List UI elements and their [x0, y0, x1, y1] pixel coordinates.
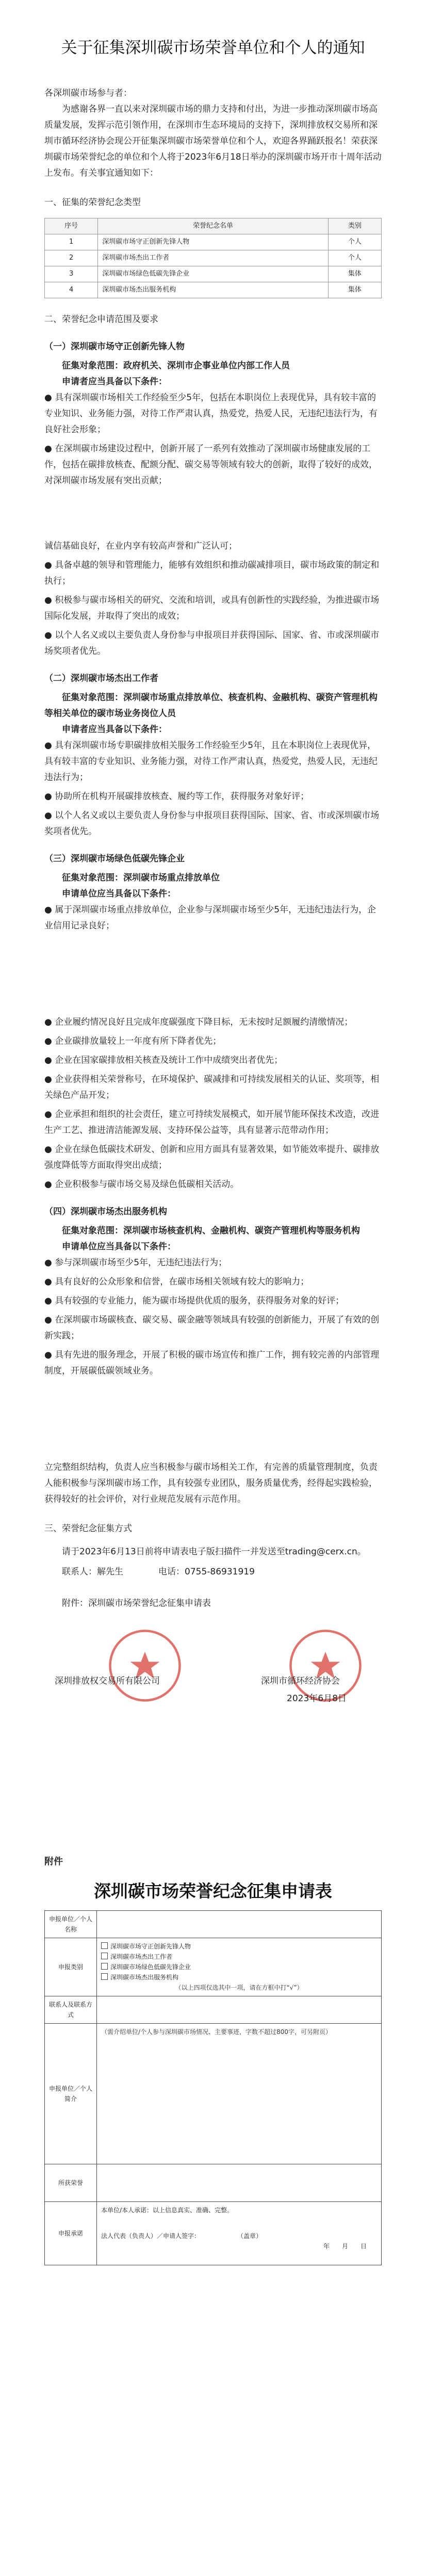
list-item: ● 企业履约情况良好且完成年度碳强度下降目标，无未按时足额履约清缴情况；: [44, 1017, 353, 1027]
salutation: 各深圳碳市场参与者：: [44, 88, 132, 98]
table-cell: 深圳碳市场杰出工作者: [98, 250, 328, 266]
table-cell: 深圳碳市场杰出服务机构: [98, 282, 328, 298]
table-row: [45, 1996, 382, 2024]
list-item: ● 协助所在机构开展碳排放核查、履约等工作，获得服务对象好评；: [44, 791, 309, 802]
section-1-heading: 一、征集的荣誉纪念类型: [44, 197, 141, 208]
intro-field[interactable]: （需介绍单位/个人参与深圳碳市场情况、主要事迹，字数不超过800字，可另附页）: [97, 2024, 382, 2164]
table-row: [45, 234, 382, 250]
submission-method: 请于2023年6月13日前将申请表电子版扫描件一并发送至trading@cerx.cn。: [62, 1547, 366, 1557]
table-row: [45, 2164, 382, 2202]
category-options: [97, 1938, 382, 1996]
table-cell: 3: [45, 266, 98, 282]
field-label: 申报单位／个人名称: [45, 1911, 97, 1938]
field-label: 所获荣誉: [45, 2164, 97, 2202]
requirement-heading: 申请者应当具备以下条件：: [62, 377, 167, 387]
signature-date: 2023年6月8日: [287, 1693, 347, 1704]
table-cell: 2: [45, 250, 98, 266]
honor-category-table: [44, 218, 382, 298]
option-row[interactable]: 深圳碳市场杰出工作者: [101, 1952, 377, 1962]
table-row: [45, 2202, 382, 2265]
table-header: 序号: [45, 218, 98, 234]
list-item: ● 具有先进的服务理念，开展了积极的碳市场宣传和推广工作，拥有较完善的内部管理制度，开展碳低碳领域业务。: [44, 1350, 380, 1376]
section-3-heading: 三、荣誉纪念征集方式: [44, 1523, 132, 1534]
field-label: 申报承诺: [45, 2202, 97, 2265]
list-item: ● 以个人名义或以主要负责人身份参与申报项目并获得国际、国家、省、市或深圳碳市场奖项者优先。: [44, 630, 380, 656]
list-item: ● 企业积极参与碳市场交易及绿色低碳相关活动。: [44, 1179, 239, 1190]
intro-paragraph: 为感谢各界一直以来对深圳碳市场的鼎力支持和付出，为进一步推动深圳碳市场高质量发展，发挥示范引领作用，在深圳市生态环境局的支持下，深圳排放权交易所和深圳市循环经济协会现公开征集深圳碳市场荣誉单位和个人，欢迎各界踊跃报名！荣获深圳碳市场荣誉纪念的单位和个人将于2023年6月18日举办的深圳碳市场开市十周年活动上发布。有关事宜通知如下：: [44, 104, 382, 178]
table-header: 荣誉纪念名单: [98, 218, 328, 234]
contact-line: 联系人：解先生 电话：0755-86931919: [62, 1567, 255, 1577]
scope-text: 征集对象范围：深圳碳市场重点排放单位、核查机构、金融机构、碳资产管理机构等相关单位的碳市场业务岗位人员: [44, 692, 378, 719]
table-row: [45, 1938, 382, 1996]
subsection-heading: （四）深圳碳市场杰出服务机构: [44, 1207, 167, 1217]
application-form-title: 深圳碳市场荣誉纪念征集申请表: [94, 1881, 332, 1901]
requirement-heading: 申请单位应当具备以下条件：: [62, 889, 176, 899]
requirement-heading: 申请者应当具备以下条件：: [62, 724, 167, 735]
requirement-list: [44, 738, 382, 840]
list-item: ● 在深圳碳市场碳核查、碳交易、碳金融等领域具有较强的创新能力，开展了有效的创新实践；: [44, 1315, 380, 1341]
requirement-list: [44, 902, 382, 1193]
requirement-list: [44, 1255, 382, 1507]
notice-title: 关于征集深圳碳市场荣誉单位和个人的通知: [61, 39, 365, 57]
table-cell: 个人: [328, 234, 381, 250]
section-2-heading: 二、荣誉纪念申请范围及要求: [44, 314, 158, 325]
applicant-field[interactable]: [97, 1911, 382, 1938]
table-cell: 集体: [328, 266, 381, 282]
scope-text: 征集对象范围：深圳碳市场核查机构、金融机构、碳资产管理机构等服务机构: [62, 1226, 360, 1236]
table-row: [45, 2024, 382, 2164]
option-row[interactable]: 深圳碳市场绿色低碳先锋企业: [101, 1962, 377, 1972]
application-form-table: [44, 1910, 382, 2265]
subsection-heading: （三）深圳碳市场绿色低碳先锋企业: [44, 854, 185, 864]
org-right-signature: 深圳市循环经济协会: [261, 1676, 340, 1686]
stamp-left-icon: [106, 1627, 184, 1704]
list-item: ● 企业在国家碳排放相关核查及统计工作中成绩突出者优先；: [44, 1055, 283, 1065]
requirement-list: [44, 390, 382, 659]
list-item: 立完整组织结构，负责人应当积极参与碳市场相关工作，有完善的质量管理制度，负责人能积极参与深圳碳市场工作，具有较强专业团队，服务质量优秀，经得起实践检验，获得较好的社会评价，对行业规范发展有示范作用。: [44, 1462, 378, 1504]
attachment-line: 附件：深圳碳市场荣誉纪念征集申请表: [62, 1598, 211, 1608]
org-left-signature: 深圳排放权交易所有限公司: [55, 1676, 160, 1686]
contact-field[interactable]: [97, 1996, 382, 2024]
field-label: 联系人及联系方式: [45, 1996, 97, 2024]
table-cell: 深圳碳市场守正创新先锋人物: [98, 234, 328, 250]
table-cell: 4: [45, 282, 98, 298]
list-item: ● 具有良好的公众形象和信誉，在碳市场相关领域有较大的影响力；: [44, 1277, 309, 1287]
list-item: ● 具有深圳碳市场相关工作经验至少5年，包括在本职岗位上表现优异，具有较丰富的专业知识、业务能力强，对待工作严肃认真，热爱党，热爱人民，无违纪违法行为，有良好社会形象；: [44, 393, 378, 435]
checkbox-icon[interactable]: [101, 1953, 108, 1959]
table-row: [45, 1911, 382, 1938]
table-row: [45, 250, 382, 266]
table-cell: 1: [45, 234, 98, 250]
subsection-heading: （二）深圳碳市场杰出工作者: [44, 673, 158, 684]
checkbox-icon[interactable]: [101, 1963, 108, 1970]
list-item: ● 具备卓越的领导和管理能力，能够有效组织和推动碳减排项目，碳市场政策的制定和执行；: [44, 560, 380, 586]
field-label: 申报类别: [45, 1938, 97, 1996]
list-item: ● 参与深圳碳市场至少5年，无违纪违法行为；: [44, 1258, 227, 1268]
signature-block: [44, 1627, 382, 1745]
list-item: ● 企业碳排放量较上一年度有所下降者优先；: [44, 1036, 222, 1046]
list-item: ● 积极参与碳市场相关的研究、交流和培训，或具有创新性的实践经验，为推进碳市场国际化发展，并取得了突出的成效；: [44, 595, 380, 621]
table-row: [45, 266, 382, 282]
list-item: ● 具有深圳碳市场专职碳排放相关服务工作经验至少5年，且在本职岗位上表现优异，具有较丰富的专业知识、业务能力强，对待工作严肃认真，热爱党，热爱人民，无违纪违法行为；: [44, 740, 378, 783]
checkbox-icon[interactable]: [101, 1973, 108, 1980]
attachment-label: 附件: [44, 1856, 63, 1867]
declaration-field: 本单位/本人承诺：以上信息真实、准确、完整。 法人代表（负责人）／申请人签字： （盖章） 年 月 日: [97, 2202, 382, 2265]
table-cell: 个人: [328, 250, 381, 266]
option-row[interactable]: 深圳碳市场守正创新先锋人物: [101, 1941, 377, 1952]
table-header: 类别: [328, 218, 381, 234]
honor-field[interactable]: [97, 2164, 382, 2202]
table-cell: 深圳碳市场绿色低碳先锋企业: [98, 266, 328, 282]
list-item: ● 属于深圳碳市场重点排放单位，企业参与深圳碳市场至少5年，无违纪违法行为，企业信用记录良好；: [44, 905, 376, 931]
list-item: ● 在深圳碳市场建设过程中，创新开展了一系列有效推动了深圳碳市场健康发展的工作，包括在碳排放核查、配额分配、碳交易等领域有较大的创新，取得了较好的成效，对深圳碳市场发展有突出贡献；: [44, 444, 378, 486]
requirement-heading: 申请单位应当具备以下条件：: [62, 1242, 176, 1252]
scope-text: 征集对象范围：深圳碳市场重点排放单位: [62, 873, 220, 883]
subsection-heading: （一）深圳碳市场守正创新先锋人物: [44, 342, 185, 352]
table-cell: 集体: [328, 282, 381, 298]
checkbox-icon[interactable]: [101, 1942, 108, 1949]
field-label: 申报单位／个人简介: [45, 2024, 97, 2164]
option-row[interactable]: 深圳碳市场杰出服务机构: [101, 1972, 377, 1982]
list-item: ● 企业在绿色低碳技术研发、创新和应用方面具有显著效果，如节能效率提升、碳排放强度降低等方面取得突出成绩；: [44, 1144, 380, 1171]
list-item: ● 具有较强的专业能力，能为碳市场提供优质的服务，获得服务对象的好评；: [44, 1296, 345, 1306]
list-item: ● 企业获得相关荣誉称号，在环境保护、碳减排和可持续发展相关的认证、奖项等，相关绿色产品开发；: [44, 1074, 380, 1100]
table-row: [45, 282, 382, 298]
list-item: ● 以个人名义或以主要负责人身份参与申报项目获得国际、国家、省、市或深圳碳市场奖项者优先。: [44, 810, 380, 837]
contact-block: [44, 1544, 382, 1612]
option-note: （以上四项仅选其中一项，请在方框中打“√”）: [175, 1984, 303, 1991]
list-item: ● 企业承担和组织的社会责任，建立可持续发展模式，如开展节能环保技术改造，改进生产工艺、推进清洁能源发展、支持环保公益等，具有显著示范带动作用；: [44, 1109, 380, 1136]
list-item: 诚信基础良好，在业内享有较高声誉和广泛认可；: [44, 541, 237, 551]
scope-text: 征集对象范围：政府机关、深圳市企事业单位内部工作人员: [62, 361, 290, 371]
